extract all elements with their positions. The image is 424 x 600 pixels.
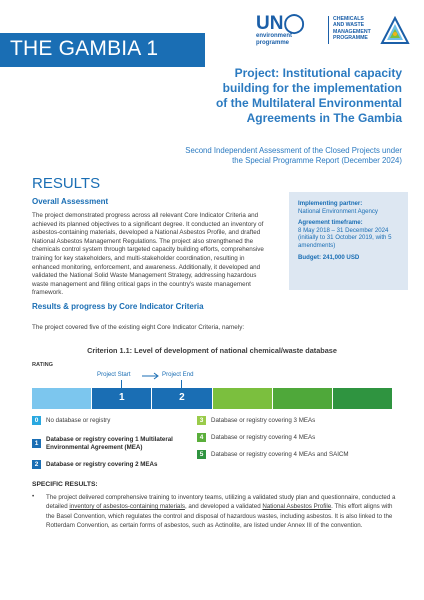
- legend-text: Database or registry covering 3 MEAs: [211, 416, 316, 424]
- triangle-logo-icon: [380, 16, 410, 46]
- project-title: Project: Institutional capacity building for the implementation of the Multilateral Environmental Agreements in The Gambia: [215, 66, 402, 125]
- rating-segment-number: 2: [179, 392, 185, 403]
- rating-segment: [152, 388, 211, 409]
- rating-segment: [92, 388, 151, 409]
- project-info-box: [289, 192, 408, 290]
- rating-segment: [273, 388, 332, 409]
- partner-label: Implementing partner:: [298, 200, 363, 207]
- legend-text: Database or registry covering 4 MEAs and SAICM: [211, 450, 349, 458]
- legend-level-badge: 1: [32, 439, 41, 448]
- unep-subtext: environment programme: [256, 33, 293, 46]
- legend-text: No database or registry: [46, 416, 111, 424]
- legend-item: [197, 433, 387, 442]
- overall-assessment-heading: Overall Assessment: [32, 197, 109, 206]
- legend-item: [197, 450, 387, 459]
- project-start-marker: [121, 380, 122, 388]
- legend-level-badge: 0: [32, 416, 41, 425]
- rating-segment-number: 1: [118, 392, 125, 403]
- progress-heading: Results & progress by Core Indicator Criteria: [32, 302, 204, 311]
- results-heading: RESULTS: [32, 175, 101, 192]
- legend-level-badge: 2: [32, 460, 41, 469]
- project-end-marker: [181, 380, 182, 388]
- progress-intro: The project covered five of the existing eight Core Indicator Criteria, namely:: [32, 324, 245, 331]
- rating-segment: [213, 388, 272, 409]
- specific-results-heading: SPECIFIC RESULTS:: [32, 481, 98, 488]
- legend-text: Database or registry covering 4 MEAs: [211, 433, 316, 441]
- legend-level-badge: 3: [197, 416, 206, 425]
- unep-logo: [256, 14, 328, 50]
- unep-mark-text: UN: [256, 13, 284, 34]
- asbestos-profile-link[interactable]: National Asbestos Profile: [262, 503, 332, 511]
- globe-icon: ◯: [283, 13, 305, 34]
- rating-segment: [333, 388, 392, 409]
- legend-item: [197, 416, 387, 425]
- legend-level-badge: 5: [197, 450, 206, 459]
- logo-divider: [328, 16, 329, 44]
- partner-value: National Environment Agency: [298, 207, 378, 215]
- rating-label: RATING: [32, 362, 54, 368]
- country-banner: [0, 33, 205, 67]
- banner-title: THE GAMBIA 1: [10, 37, 159, 60]
- arrow-right-icon: [141, 372, 161, 380]
- bullet-marker: •: [32, 493, 35, 500]
- overall-assessment-text: The project demonstrated progress across all relevant Core Indicator Criteria and achieved its planned objectives to a significant degree. It conducted an inventory of asbestos-containing materials, developed a National Asbestos Profile, and drafted National Asbestos Management Regulations. The project also strengthened the chemicals control system through targeted capacity building efforts, comprehensive training for key stakeholders, and multi-stakeholder coordination, resulting in enhanced monitoring, enforcement, and awareness. Additionally, it developed and validated the National Solid Waste Management Strategy, addressing hazardous waste management and filling critical gaps in the country's waste management framework.: [32, 212, 264, 297]
- legend-item: [32, 436, 182, 451]
- legend-text: Database or registry covering 1 Multilateral Environmental Agreement (MEA): [46, 436, 173, 451]
- legend-item: [32, 460, 182, 469]
- chemicals-waste-programme-logo: CHEMICALS AND WASTE MANAGEMENT PROGRAMME: [333, 16, 371, 42]
- legend-item: [32, 416, 182, 425]
- criterion-title: Criterion 1.1: Level of development of national chemical/waste database: [87, 346, 337, 355]
- project-end-label: Project End: [162, 371, 194, 378]
- rating-segment: [32, 388, 91, 409]
- legend-text: Database or registry covering 2 MEAs: [46, 460, 158, 468]
- project-start-label: Project Start: [97, 371, 131, 378]
- timeframe-label: Agreement timeframe:: [298, 219, 363, 227]
- rating-bar: [32, 388, 392, 409]
- asbestos-inventory-link[interactable]: inventory of asbestos-containing materials: [69, 503, 185, 511]
- timeframe-value: 8 May 2018 – 31 December 2024 (initially to 31 October 2019, with 5 amendments): [298, 226, 392, 249]
- specific-result-item: The project delivered comprehensive training to inventory teams, utilizing a validated study plan and questionnaire, conducted a detailed inventory of asbestos-containing materials, and developed a validated National Asbestos Profile. This effort aligns with the Basel Convention, which regulates the control and disposal of hazardous wastes, including asbestos. It is also linked to the Rotterdam Convention, as certain forms of asbestos, such as Actinolite, are listed under Annex III of the convention.: [46, 494, 396, 529]
- legend-level-badge: 4: [197, 433, 206, 442]
- report-subtitle: Second Independent Assessment of the Closed Projects under the Special Programme Report (December 2024): [185, 146, 402, 165]
- budget: Budget: 241,000 USD: [298, 253, 360, 261]
